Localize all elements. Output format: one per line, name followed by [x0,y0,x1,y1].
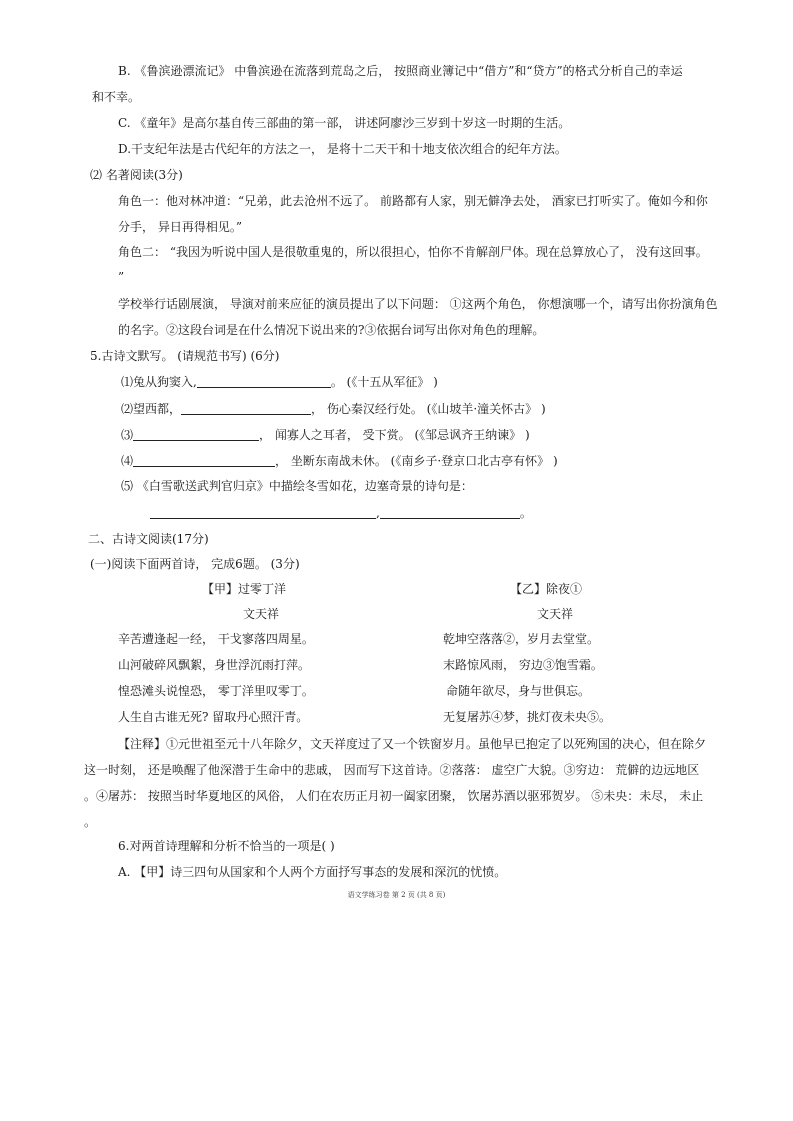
q5-item3-suffix: ， 闻寡人之耳者， 受下赏。 (《邹忌讽齐王纳谏》 ) [259,428,530,442]
page-footer: 语文学练习卷 第 2 页 (共 8 页) [347,891,446,899]
q5-item5-end: 。 [519,506,532,520]
q5-item5-answer [150,506,532,519]
note-line1: 【注释】①元世祖至元十八年除夕，文天祥度过了又一个铁窗岁月。虽他早已抱定了以死殉国的决心，但在除夕 [118,737,707,751]
q5-item3-prefix: ⑶ [121,428,134,442]
poem-b-author: 文天祥 [537,607,574,621]
note-line2: 这一时刻， 还是唤醒了他深潜于生命中的悲戚， 因而写下这首诗。②落落： 虚空广大貌。③穷边： 荒僻的边远地区 [84,763,700,777]
note-line4: 。 [84,815,97,829]
q5-title: 5.古诗文默写。 (请规范书写) (6分) [90,349,280,363]
role2-line2: ” [118,270,125,284]
q5-item5-blank2[interactable] [380,506,520,519]
q5-item1-prefix: ⑴兔从狗窦入, [121,375,197,389]
q5-item1-blank[interactable] [197,375,331,388]
q5-item3 [121,428,530,441]
poem-a-line: 山河破碎风飘絮，身世浮沉雨打萍。 [118,658,311,672]
section2-sub1: (一)阅读下面两首诗， 完成6题。 (3分) [90,557,300,571]
poem-a-line: 人生自古谁无死? 留取丹心照汗青。 [118,710,309,724]
q4-part2-title: ⑵ 名著阅读(3分) [90,168,183,182]
q5-item4-suffix: ， 坐断东南战未休。 (《南乡子·登京口北古亭有怀》 ) [275,454,558,468]
q5-item5-separator: , [376,506,380,520]
drama-task-line1: 学校举行话剧展演， 导演对前来应征的演员提出了以下问题： ①这两个角色， 你想演哪一个，请写出你扮演角色 [118,297,718,311]
note-line3: 。④屠苏： 按照当时华夏地区的风俗， 人们在农历正月初一阖家团聚， 饮屠苏酒以驱邪贺岁。 ⑤未央：未尽， 未止 [84,789,704,803]
poem-a-line: 惶恐滩头说惶恐， 零丁洋里叹零丁。 [118,684,314,698]
poem-b-line: 命随年欲尽，身与世俱忘。 [446,684,591,698]
q4-option-b-line1: B. 《鲁滨逊漂流记》 中鲁滨逊在流落到荒岛之后， 按照商业簿记中“借方”和“贷方”的格式分析自己的幸运 [118,64,683,78]
drama-task-line2: 的名字。②这段台词是在什么情况下说出来的?③依据台词写出你对角色的理解。 [118,323,545,337]
q4-option-c: C. 《童年》是高尔基自传三部曲的第一部， 讲述阿廖沙三岁到十岁这一时期的生活。 [118,116,571,130]
poem-b-line: 无复屠苏④梦，挑灯夜未央⑤。 [443,710,612,724]
q5-item2-suffix: ， 伤心秦汉经行处。 (《山坡羊·潼关怀古》 ) [311,402,546,416]
q6-title: 6.对两首诗理解和分析不恰当的一项是( ) [118,839,335,853]
q5-item2-blank[interactable] [181,402,311,415]
q4-option-b-line2: 和不幸。 [92,90,141,104]
q5-item4 [121,454,558,467]
q5-item4-prefix: ⑷ [121,454,134,468]
q5-item5-blank1[interactable] [150,506,376,519]
q5-item4-blank[interactable] [133,454,275,467]
poem-a-line: 辛苦遭逢起一经， 干戈寥落四周星。 [118,632,314,646]
q5-item2-prefix: ⑵望西都， [121,402,182,416]
q5-item1-suffix: 。 (《十五从军征》 ) [330,375,438,389]
poem-a-author: 文天祥 [243,607,280,621]
q5-item1 [121,375,438,388]
section2-title: 二、古诗文阅读(17分) [88,532,209,546]
poem-a-title: 【甲】过零丁洋 [202,582,287,596]
q4-option-d: D.干支纪年法是古代纪年的方法之一， 是将十二天干和十地支依次组合的纪年方法。 [118,142,567,156]
role2-line1: 角色二： “我因为听说中国人是很敬重鬼的，所以很担心，怕你不肯解剖尸体。现在总算放心了， 没有这回事。 [118,245,708,259]
q5-item5: ⑸ 《白雪歌送武判官归京》中描绘冬雪如花，边塞奇景的诗句是： [121,479,473,493]
poem-b-title: 【乙】除夜① [510,582,583,596]
poem-b-line: 末路惊风雨， 穷边③饱雪霜。 [443,658,603,672]
role1-line1: 角色一：他对林冲道：“兄弟，此去沧州不远了。 前路都有人家，别无僻净去处， 酒家已打听实了。俺如今和你 [118,194,708,208]
poem-b-line: 乾坤空落落②，岁月去堂堂。 [443,632,600,646]
q5-item3-blank[interactable] [133,428,259,441]
q5-item2 [121,402,546,415]
role1-line2: 分手， 异日再得相见。” [118,220,242,234]
q6-option-a: A. 【甲】诗三四句从国家和个人两个方面抒写事态的发展和深沉的忧愤。 [118,865,507,879]
